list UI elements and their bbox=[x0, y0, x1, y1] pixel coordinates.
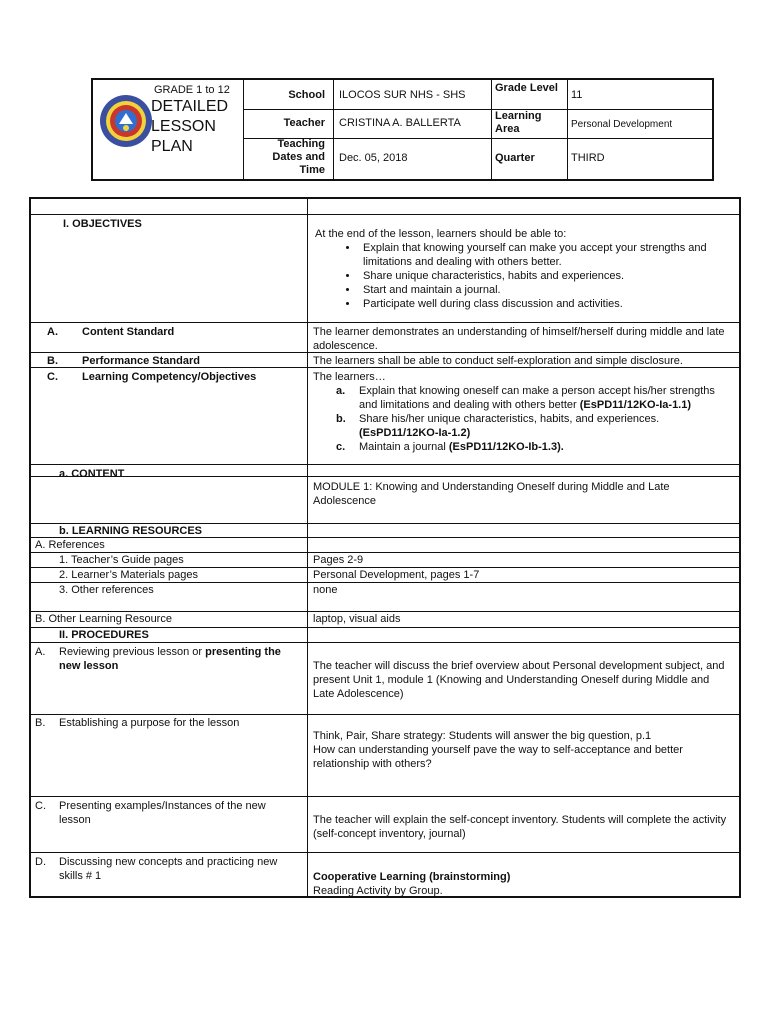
grade-range: GRADE 1 to 12 bbox=[154, 84, 230, 96]
ref-label: 3. Other references bbox=[59, 584, 154, 596]
quarter-label: Quarter bbox=[495, 152, 535, 164]
procedure-label: Reviewing previous lesson or presenting the new lesson bbox=[59, 646, 281, 672]
quarter-value: THIRD bbox=[571, 152, 605, 164]
grade-level-label: Grade Level bbox=[495, 82, 558, 94]
ref-label: 1. Teacher’s Guide pages bbox=[59, 554, 184, 566]
objectives-cell bbox=[315, 227, 735, 311]
list-item: a. Explain that knowing oneself can make a person accept his/her strengths and limitations and dealing with others better (EsPD11/12KO-Ia-1.1) bbox=[336, 385, 715, 411]
procedure-value: Cooperative Learning (brainstorming) Reading Activity by Group. bbox=[313, 871, 511, 897]
learning-area-value: Personal Development bbox=[571, 119, 673, 130]
teacher-value: CRISTINA A. BALLERTA bbox=[339, 117, 461, 129]
content-standard-value: The learner demonstrates an understanding of himself/herself during middle and late adolescence. bbox=[313, 326, 725, 352]
grade-level-value: 11 bbox=[571, 89, 583, 101]
competency-list bbox=[313, 384, 733, 454]
dlp-title: DETAILED LESSON PLAN bbox=[151, 98, 229, 155]
performance-standard-marker: B. bbox=[47, 355, 58, 367]
ref-value: none bbox=[313, 584, 338, 596]
objectives-label: I. OBJECTIVES bbox=[63, 218, 142, 230]
lesson-plan-header bbox=[91, 78, 714, 181]
learning-competency-cell bbox=[313, 370, 733, 454]
other-resource-value: laptop, visual aids bbox=[313, 613, 401, 625]
procedure-marker: A. bbox=[35, 646, 46, 658]
learning-resources-label: b. LEARNING RESOURCES bbox=[59, 525, 203, 537]
references-label: A. References bbox=[35, 539, 105, 551]
learning-competency-marker: C. bbox=[47, 371, 58, 383]
objectives-intro: At the end of the lesson, learners should be able to: bbox=[315, 228, 567, 240]
procedure-label: Discussing new concepts and practicing new skills # 1 bbox=[59, 856, 278, 882]
procedure-value: The teacher will discuss the brief overview about Personal development subject, and present Unit 1, module 1 (Knowing and Understanding Oneself during Middle and Late Adolescence) bbox=[313, 660, 725, 700]
list-item: b. Share his/her unique characteristics, habits, and experiences. (EsPD11/12KO-Ia-1.2) bbox=[336, 413, 660, 439]
procedure-value: The teacher will explain the self-concept inventory. Students will complete the activity (self-concept inventory, journal) bbox=[313, 814, 727, 840]
ref-label: 2. Learner’s Materials pages bbox=[59, 569, 199, 581]
content-label: a. CONTENT bbox=[59, 468, 125, 480]
procedure-label: Establishing a purpose for the lesson bbox=[59, 717, 240, 729]
list-item: • Start and maintain a journal. bbox=[359, 283, 735, 297]
other-resource-label: B. Other Learning Resource bbox=[35, 613, 172, 625]
performance-standard-label: Performance Standard bbox=[82, 355, 200, 367]
procedure-value: Think, Pair, Share strategy: Students will answer the big question, p.1 How can understanding yourself pave the way to self-acceptance and better relationship with others? bbox=[313, 730, 683, 770]
content-standard-label: Content Standard bbox=[82, 326, 175, 338]
school-value: ILOCOS SUR NHS - SHS bbox=[339, 89, 466, 101]
learning-competency-label: Learning Competency/Objectives bbox=[82, 371, 257, 383]
content-value: MODULE 1: Knowing and Understanding Oneself during Middle and Late Adolescence bbox=[313, 481, 670, 507]
procedure-marker: D. bbox=[35, 856, 46, 868]
ref-value: Personal Development, pages 1-7 bbox=[313, 569, 480, 581]
performance-standard-value: The learners shall be able to conduct self-exploration and simple disclosure. bbox=[313, 355, 683, 367]
procedure-marker: C. bbox=[35, 800, 46, 812]
list-item: • Explain that knowing yourself can make you accept your strengths and limitations and dealing with others better. bbox=[359, 241, 735, 269]
dates-label: Teaching Dates and Time bbox=[272, 138, 325, 176]
dates-value: Dec. 05, 2018 bbox=[339, 152, 408, 164]
school-label: School bbox=[288, 89, 325, 101]
lesson-plan-table bbox=[29, 197, 741, 898]
ref-value: Pages 2-9 bbox=[313, 554, 364, 566]
procedure-marker: B. bbox=[35, 717, 46, 729]
deped-seal-icon bbox=[99, 94, 153, 148]
objectives-list bbox=[315, 241, 735, 311]
learning-area-label: Learning Area bbox=[495, 110, 542, 135]
teacher-label: Teacher bbox=[283, 117, 325, 129]
learning-competency-intro: The learners… bbox=[313, 371, 386, 383]
list-item: • Participate well during class discussion and activities. bbox=[359, 297, 735, 311]
list-item: • Share unique characteristics, habits and experiences. bbox=[359, 269, 735, 283]
list-item: c. Maintain a journal (EsPD11/12KO-Ib-1.3). bbox=[336, 441, 564, 453]
content-standard-marker: A. bbox=[47, 326, 58, 338]
procedures-label: II. PROCEDURES bbox=[59, 629, 149, 641]
procedure-label: Presenting examples/Instances of the new lesson bbox=[59, 800, 266, 826]
